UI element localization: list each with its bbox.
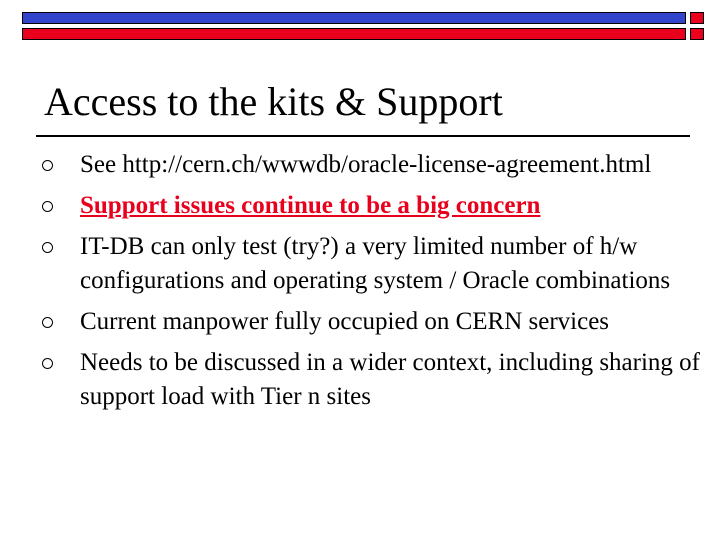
bullet-item [0,189,720,223]
bullet-item [0,305,720,339]
bullet-text: IT-DB can only test (try?) a very limited number of h/w configurations and operating system / Oracle combinations [80,233,671,294]
slide-title: Access to the kits & Support [44,79,503,124]
top-red-bar [22,28,686,40]
bullet-text: Current manpower fully occupied on CERN services [80,308,610,335]
bullet-text: Needs to be discussed in a wider context, including sharing of support load with Tier n sites [80,349,700,410]
top-blue-bar [22,12,686,24]
bullet-item [0,148,720,182]
hollow-circle-bullet-icon [42,358,53,369]
hollow-circle-bullet-icon [42,242,53,253]
bullet-item [0,346,720,414]
hollow-circle-bullet-icon [42,317,53,328]
corner-square-top [690,12,704,24]
bullet-item [0,230,720,298]
hollow-circle-bullet-icon [42,201,53,212]
bullet-text-highlighted: Support issues continue to be a big concern [80,192,541,219]
bullet-text: See http://cern.ch/wwwdb/oracle-license-agreement.html [80,151,652,178]
title-underline [36,135,690,137]
hollow-circle-bullet-icon [42,160,53,171]
corner-square-bottom [690,28,704,40]
bullet-list [0,148,720,421]
